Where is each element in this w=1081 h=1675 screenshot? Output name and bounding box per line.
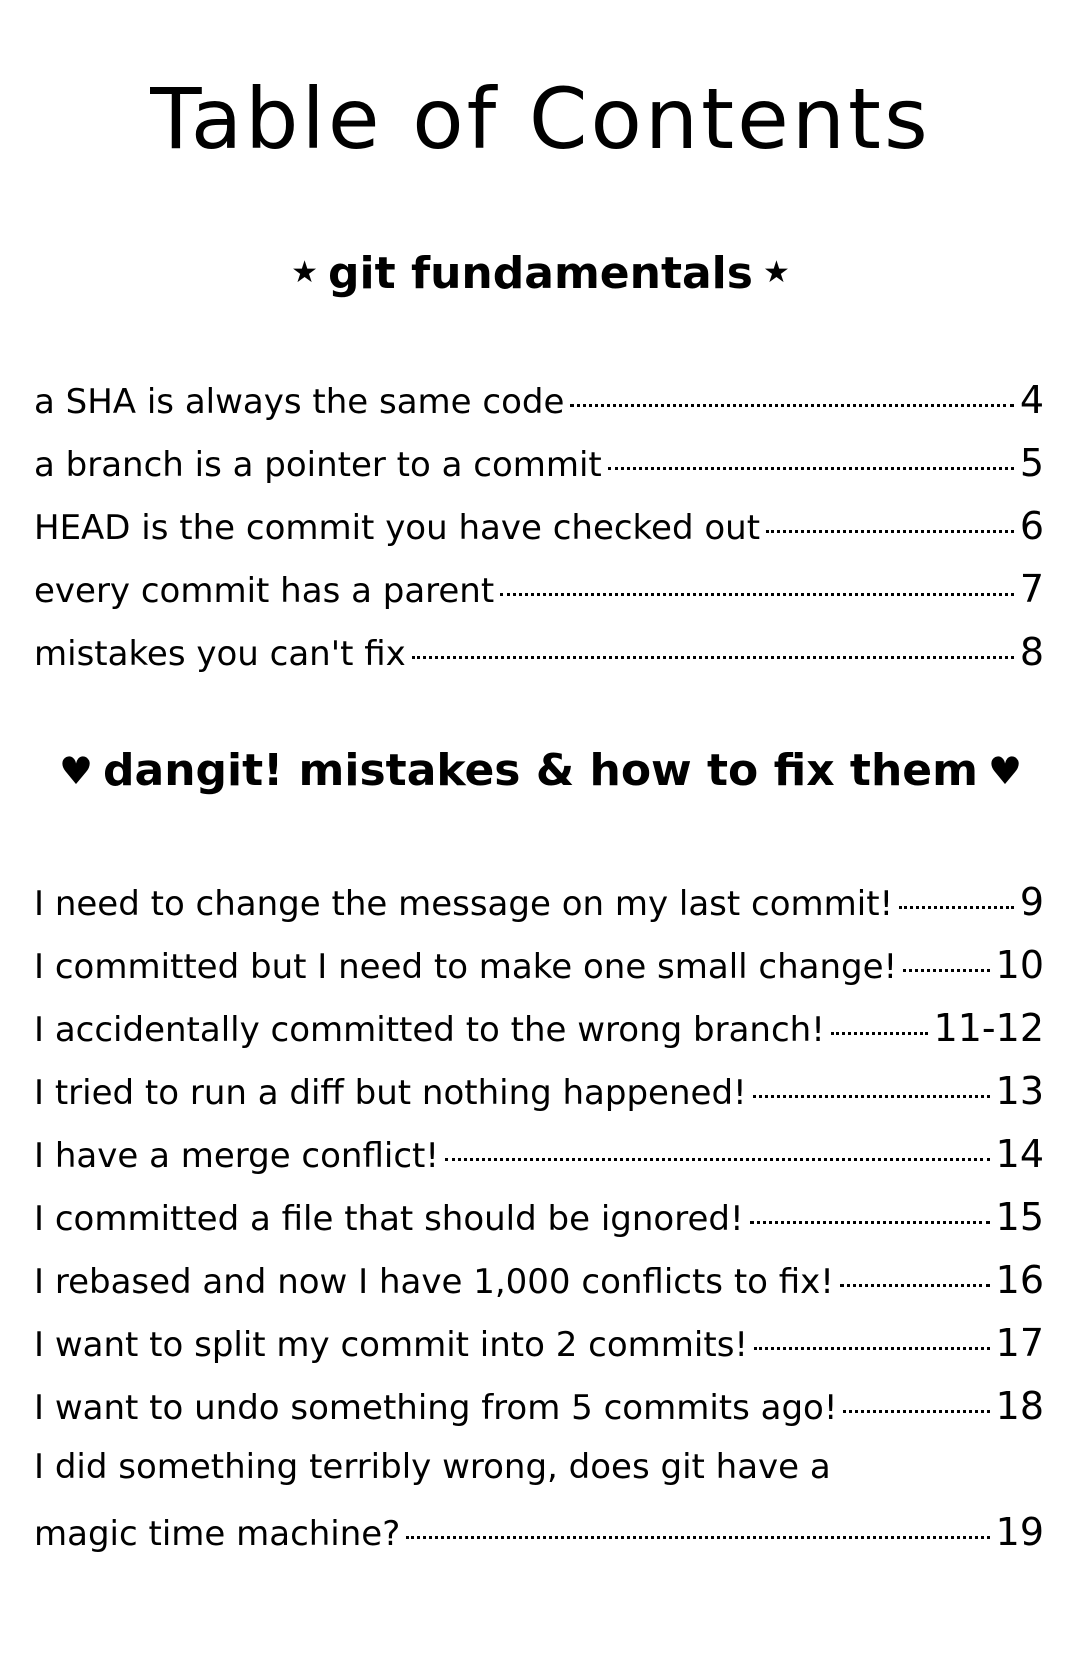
- dot-leader: [412, 656, 1014, 659]
- toc-entry-label: mistakes you can't fix: [34, 634, 406, 674]
- toc-entry[interactable]: [34, 504, 1044, 567]
- toc-entry-label: every commit has a parent: [34, 571, 495, 611]
- toc-entry[interactable]: [34, 1195, 1044, 1258]
- toc-entry[interactable]: [34, 1447, 1044, 1554]
- toc-entry-label: I rebased and now I have 1,000 conflicts to fix!: [34, 1262, 834, 1302]
- toc-entry-page: 8: [1019, 630, 1044, 674]
- dot-leader: [840, 1284, 990, 1287]
- heart-icon: ♥: [58, 749, 94, 793]
- toc-list-git-fundamentals: [34, 378, 1044, 693]
- toc-entry-label: I want to undo something from 5 commits ago!: [34, 1388, 838, 1428]
- dot-leader: [406, 1536, 989, 1539]
- toc-entry-page: 4: [1019, 378, 1044, 422]
- dot-leader: [445, 1158, 990, 1161]
- toc-entry[interactable]: [34, 1258, 1044, 1321]
- dot-leader: [903, 969, 989, 972]
- star-icon: ★: [762, 254, 790, 290]
- toc-entry-page: 7: [1019, 567, 1044, 611]
- toc-entry[interactable]: [34, 943, 1044, 1006]
- toc-entry-label: I accidentally committed to the wrong branch!: [34, 1010, 825, 1050]
- toc-entry-page: 15: [995, 1195, 1044, 1239]
- toc-entry[interactable]: [34, 1321, 1044, 1384]
- toc-entry[interactable]: [34, 1006, 1044, 1069]
- toc-entry-page: 16: [995, 1258, 1044, 1302]
- toc-entry-label: I have a merge conflict!: [34, 1136, 439, 1176]
- dot-leader: [753, 1095, 990, 1098]
- section-heading-dangit: [0, 745, 1081, 796]
- toc-entry[interactable]: [34, 1069, 1044, 1132]
- toc-entry-page: 17: [995, 1321, 1044, 1365]
- toc-entry-page: 9: [1019, 880, 1044, 924]
- toc-entry-label: I committed a file that should be ignored!: [34, 1199, 744, 1239]
- toc-entry-label: HEAD is the commit you have checked out: [34, 508, 761, 548]
- toc-entry-page: 5: [1019, 441, 1044, 485]
- toc-entry-label: I committed but I need to make one small change!: [34, 947, 898, 987]
- toc-entry[interactable]: [34, 567, 1044, 630]
- dot-leader: [608, 467, 1014, 470]
- toc-entry-line2: [34, 1510, 1044, 1573]
- toc-entry-label: I did something terribly wrong, does git have a: [34, 1447, 831, 1487]
- toc-entry-page: 6: [1019, 504, 1044, 548]
- dot-leader: [754, 1347, 990, 1350]
- toc-entry[interactable]: [34, 1384, 1044, 1447]
- toc-entry-page: 13: [995, 1069, 1044, 1113]
- toc-entry-page: 19: [995, 1510, 1044, 1554]
- toc-entry[interactable]: [34, 630, 1044, 693]
- toc-entry-label: I want to split my commit into 2 commits!: [34, 1325, 749, 1365]
- section-heading-git-fundamentals: [0, 248, 1081, 299]
- dot-leader: [750, 1221, 990, 1224]
- toc-entry-page: 10: [995, 943, 1044, 987]
- dot-leader: [899, 906, 1014, 909]
- toc-entry-label: a branch is a pointer to a commit: [34, 445, 602, 485]
- section-heading-label: dangit! mistakes & how to fix them: [103, 745, 978, 796]
- toc-list-dangit: [34, 880, 1044, 1554]
- toc-entry[interactable]: [34, 441, 1044, 504]
- toc-entry-label: I tried to run a diff but nothing happened!: [34, 1073, 747, 1113]
- toc-entry-label-continued: magic time machine?: [34, 1514, 401, 1554]
- dot-leader: [766, 530, 1014, 533]
- toc-entry-page: 11-12: [933, 1006, 1044, 1050]
- toc-entry[interactable]: [34, 378, 1044, 441]
- toc-entry[interactable]: [34, 1132, 1044, 1195]
- toc-entry-page: 18: [995, 1384, 1044, 1428]
- heart-icon: ♥: [987, 749, 1023, 793]
- dot-leader: [570, 404, 1013, 407]
- section-heading-label: git fundamentals: [328, 248, 753, 299]
- star-icon: ★: [291, 254, 319, 290]
- toc-entry[interactable]: [34, 880, 1044, 943]
- dot-leader: [500, 593, 1014, 596]
- toc-entry-page: 14: [995, 1132, 1044, 1176]
- toc-entry-label: I need to change the message on my last commit!: [34, 884, 894, 924]
- toc-entry-label: a SHA is always the same code: [34, 382, 565, 422]
- page-title: Table of Contents: [150, 70, 931, 168]
- dot-leader: [843, 1410, 989, 1413]
- dot-leader: [831, 1032, 928, 1035]
